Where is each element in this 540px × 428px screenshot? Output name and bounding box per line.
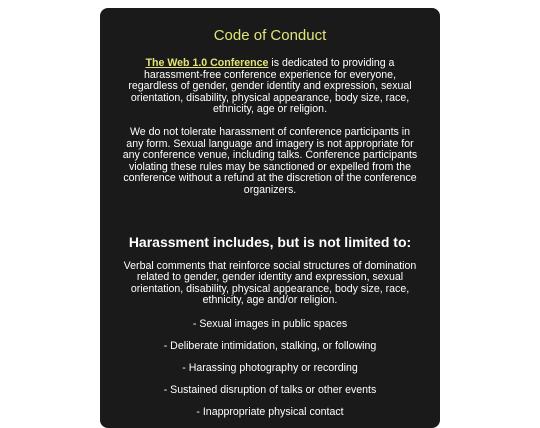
code-of-conduct-panel bbox=[100, 8, 440, 428]
intro-text: is dedicated to providing a harassment-free conference experience for everyone, regardless of gender, gender identity and expression, sexual orientation, disability, physical appearance, body size, race, ethnicity, age or religion. bbox=[128, 57, 412, 116]
conference-link[interactable]: The Web 1.0 Conference bbox=[145, 57, 269, 69]
page-title: Code of Conduct bbox=[213, 27, 327, 44]
policy-paragraph: We do not tolerate harassment of conference participants in any form. Sexual language and imagery is not appropriate for any conference venue, including talks. Conference participants violating these rules may be sanctioned or expelled from the conference without a refund at the discretion of the conference organizers. bbox=[122, 125, 418, 196]
harassment-item-photography: - Harassing photography or recording bbox=[182, 361, 358, 374]
harassment-item-intimidation: - Deliberate intimidation, stalking, or following bbox=[163, 339, 377, 352]
harassment-item-physical-contact: - Inappropriate physical contact bbox=[196, 405, 344, 418]
harassment-intro: Verbal comments that reinforce social structures of domination related to gender, gender identity and expression, sexual orientation, disability, physical appearance, body size, race, ethnicity, age and/or religion. bbox=[123, 259, 417, 307]
harassment-item-disruption: - Sustained disruption of talks or other events bbox=[163, 383, 377, 396]
intro-paragraph bbox=[122, 58, 418, 116]
harassment-item-sexual-images: - Sexual images in public spaces bbox=[192, 317, 348, 330]
harassment-heading: Harassment includes, but is not limited to: bbox=[128, 233, 412, 250]
